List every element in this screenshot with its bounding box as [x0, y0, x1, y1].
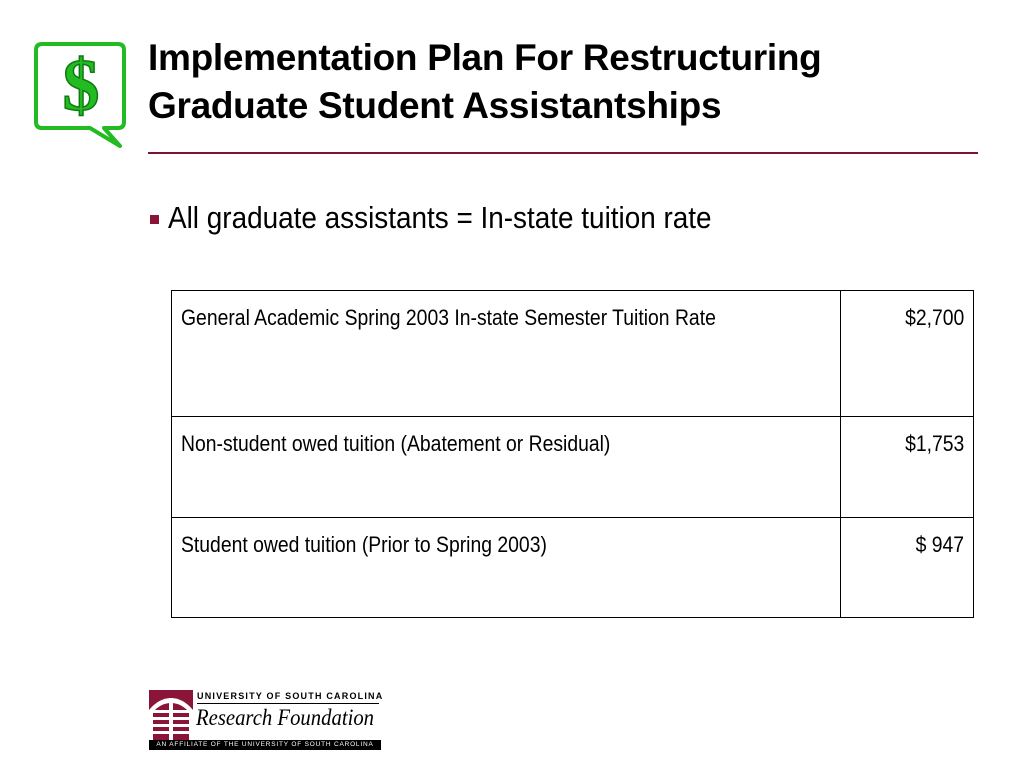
title-line-1: Implementation Plan For Restructuring [148, 37, 822, 78]
row-amount: $1,753 [904, 431, 964, 456]
title-line-2: Graduate Student Assistantships [148, 85, 722, 126]
square-bullet-icon [150, 215, 159, 224]
row-amount: $ 947 [915, 532, 964, 557]
row-label: Student owed tuition (Prior to Spring 2003) [181, 532, 547, 557]
title-divider [148, 152, 978, 154]
bullet-text: All graduate assistants = In-state tuition rate [168, 200, 712, 235]
bullet-item [150, 200, 772, 236]
row-label: General Academic Spring 2003 In-state Semester Tuition Rate [181, 305, 716, 330]
row-amount: $2,700 [904, 305, 964, 330]
slide-title [148, 34, 1008, 130]
dollar-glyph: $ [62, 45, 100, 127]
dollar-speech-bubble-icon [32, 40, 128, 150]
university-name: UNIVERSITY OF SOUTH CAROLINA [197, 691, 384, 701]
affiliate-banner: AN AFFILIATE OF THE UNIVERSITY OF SOUTH CAROLINA [149, 740, 381, 750]
table-row [172, 518, 974, 618]
table-row [172, 417, 974, 518]
row-amount-cell [841, 291, 974, 417]
building-columns-icon [149, 690, 193, 742]
row-amount-cell [841, 518, 974, 618]
row-label-cell [172, 417, 841, 518]
row-label-cell [172, 291, 841, 417]
logo-divider [197, 703, 379, 704]
row-label-cell [172, 518, 841, 618]
table-row [172, 291, 974, 417]
foundation-name: Research Foundation [196, 705, 375, 730]
row-label: Non-student owed tuition (Abatement or Residual) [181, 431, 611, 456]
research-foundation-logo [149, 690, 384, 750]
row-amount-cell [841, 417, 974, 518]
tuition-table [171, 290, 974, 618]
